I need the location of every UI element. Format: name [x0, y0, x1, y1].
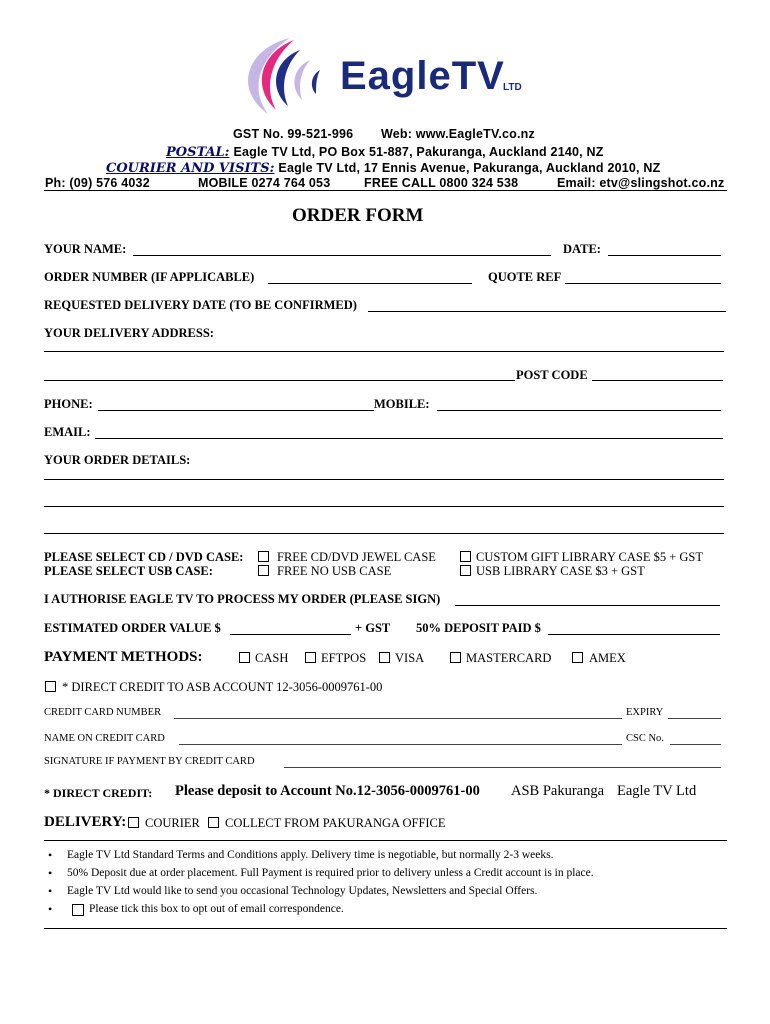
deposit-label: 50% DEPOSIT PAID $: [416, 621, 541, 635]
usb-library-checkbox[interactable]: [460, 565, 471, 576]
logo-suffix: LTD: [503, 82, 522, 93]
pay-amex-label: AMEX: [589, 651, 626, 665]
postal-text: Eagle TV Ltd, PO Box 51-887, Pakuranga, Auckland 2140, NZ: [233, 145, 604, 159]
form-title: ORDER FORM: [292, 205, 424, 226]
order-details-line-1[interactable]: [44, 479, 724, 480]
usb-case-label: PLEASE SELECT USB CASE:: [44, 564, 213, 578]
cd-jewel-checkbox[interactable]: [258, 551, 269, 562]
mobile-field[interactable]: [437, 410, 721, 411]
opt-out-checkbox[interactable]: [72, 904, 84, 916]
mobile-label: MOBILE:: [374, 397, 430, 411]
terms-bullet-3: •: [48, 884, 53, 898]
delivery-label: DELIVERY:: [44, 814, 127, 830]
your-name-field[interactable]: [133, 255, 551, 256]
pay-mastercard-checkbox[interactable]: [450, 652, 461, 663]
post-code-label: POST CODE: [516, 368, 588, 382]
header-divider: [44, 190, 727, 191]
quote-ref-field[interactable]: [565, 283, 721, 284]
usb-library-label: USB LIBRARY CASE $3 + GST: [476, 564, 645, 578]
expiry-field[interactable]: [668, 718, 721, 719]
pay-visa-checkbox[interactable]: [379, 652, 390, 663]
expiry-label: EXPIRY: [626, 707, 664, 718]
csc-label: CSC No.: [626, 733, 664, 744]
est-value-field[interactable]: [230, 634, 351, 635]
quote-ref-label: QUOTE REF: [488, 270, 562, 284]
terms-item-2: 50% Deposit due at order placement. Full Payment is required prior to delivery unless a Credit account is in place.: [67, 867, 594, 879]
gst-number: GST No. 99-521-996: [233, 127, 354, 141]
pay-cash-checkbox[interactable]: [239, 652, 250, 663]
payment-methods-label: PAYMENT METHODS:: [44, 649, 203, 665]
phone-label: PHONE:: [44, 397, 93, 411]
post-code-field[interactable]: [592, 380, 723, 381]
order-number-field[interactable]: [268, 283, 472, 284]
cd-custom-checkbox[interactable]: [460, 551, 471, 562]
email-field[interactable]: [95, 438, 723, 439]
mobile-number: MOBILE 0274 764 053: [198, 176, 331, 190]
pay-mastercard-label: MASTERCARD: [466, 651, 552, 665]
deposit-field[interactable]: [548, 634, 720, 635]
date-label: DATE:: [563, 242, 601, 256]
cc-number-label: CREDIT CARD NUMBER: [44, 707, 162, 718]
delivery-courier-checkbox[interactable]: [128, 817, 139, 828]
authorise-label: I AUTHORISE EAGLE TV TO PROCESS MY ORDER (PLEASE SIGN): [44, 592, 441, 606]
dc-company: Eagle TV Ltd: [617, 783, 697, 799]
logo-wordmark: [340, 54, 505, 99]
delivery-address-line-1[interactable]: [44, 351, 724, 352]
phone-field[interactable]: [98, 410, 374, 411]
cd-custom-label: CUSTOM GIFT LIBRARY CASE $5 + GST: [476, 550, 703, 564]
website: Web: www.EagleTV.co.nz: [381, 127, 535, 141]
terms-top-divider: [44, 840, 727, 841]
name-on-card-label: NAME ON CREDIT CARD: [44, 733, 165, 744]
pay-visa-label: VISA: [395, 651, 425, 665]
delivery-address-label: YOUR DELIVERY ADDRESS:: [44, 326, 214, 340]
delivery-courier-label: COURIER: [145, 816, 200, 830]
signature-field[interactable]: [284, 767, 721, 768]
direct-credit-option-label: * DIRECT CREDIT TO ASB ACCOUNT 12-3056-0009761-00: [62, 680, 383, 694]
csc-field[interactable]: [670, 744, 721, 745]
usb-none-label: FREE NO USB CASE: [277, 564, 392, 578]
order-details-label: YOUR ORDER DETAILS:: [44, 453, 191, 467]
date-field[interactable]: [608, 255, 721, 256]
email-label: EMAIL:: [44, 425, 91, 439]
usb-none-checkbox[interactable]: [258, 565, 269, 576]
authorise-signature-field[interactable]: [455, 605, 720, 606]
direct-credit-checkbox[interactable]: [45, 681, 56, 692]
delivery-date-field[interactable]: [368, 311, 726, 312]
email-address: Email: etv@slingshot.co.nz: [557, 176, 725, 190]
freecall-number: FREE CALL 0800 324 538: [364, 176, 519, 190]
name-on-card-field[interactable]: [179, 744, 622, 745]
postal-label: POSTAL:: [166, 145, 230, 160]
delivery-collect-label: COLLECT FROM PAKURANGA OFFICE: [225, 816, 446, 830]
pay-amex-checkbox[interactable]: [572, 652, 583, 663]
pay-eftpos-label: EFTPOS: [321, 651, 367, 665]
dc-label: * DIRECT CREDIT:: [44, 786, 153, 800]
terms-item-4: Please tick this box to opt out of email correspondence.: [89, 903, 344, 915]
plus-gst-label: + GST: [355, 621, 391, 635]
delivery-collect-checkbox[interactable]: [208, 817, 219, 828]
terms-bullet-2: •: [48, 866, 53, 880]
terms-bottom-divider: [44, 928, 727, 929]
courier-line: [106, 159, 660, 177]
signature-label: SIGNATURE IF PAYMENT BY CREDIT CARD: [44, 756, 255, 767]
dc-account-text: Please deposit to Account No.12-3056-0009761-00: [175, 783, 480, 799]
courier-label: COURIER AND VISITS:: [106, 161, 275, 176]
order-number-label: ORDER NUMBER (IF APPLICABLE): [44, 270, 255, 284]
pay-eftpos-checkbox[interactable]: [305, 652, 316, 663]
terms-bullet-1: •: [48, 848, 53, 862]
pay-cash-label: CASH: [255, 651, 289, 665]
delivery-address-line-2[interactable]: [44, 380, 515, 381]
terms-bullet-4: •: [48, 902, 53, 916]
your-name-label: YOUR NAME:: [44, 242, 127, 256]
order-details-line-2[interactable]: [44, 506, 724, 507]
logo-text: EagleTV: [340, 54, 505, 98]
courier-text: Eagle TV Ltd, 17 Ennis Avenue, Pakuranga, Auckland 2010, NZ: [278, 161, 661, 175]
cc-number-field[interactable]: [174, 718, 622, 719]
terms-item-1: Eagle TV Ltd Standard Terms and Conditions apply. Delivery time is negotiable, but normally 2-3 weeks.: [67, 849, 554, 861]
est-value-label: ESTIMATED ORDER VALUE $: [44, 621, 221, 635]
company-logo: [228, 30, 538, 122]
order-details-line-3[interactable]: [44, 533, 724, 534]
delivery-date-label: REQUESTED DELIVERY DATE (TO BE CONFIRMED): [44, 298, 357, 312]
phone-number: Ph: (09) 576 4032: [45, 176, 150, 190]
terms-item-3: Eagle TV Ltd would like to send you occasional Technology Updates, Newsletters and Special Offers.: [67, 885, 538, 897]
cd-jewel-label: FREE CD/DVD JEWEL CASE: [277, 550, 436, 564]
cd-case-label: PLEASE SELECT CD / DVD CASE:: [44, 550, 244, 564]
dc-bank: ASB Pakuranga: [511, 783, 605, 799]
